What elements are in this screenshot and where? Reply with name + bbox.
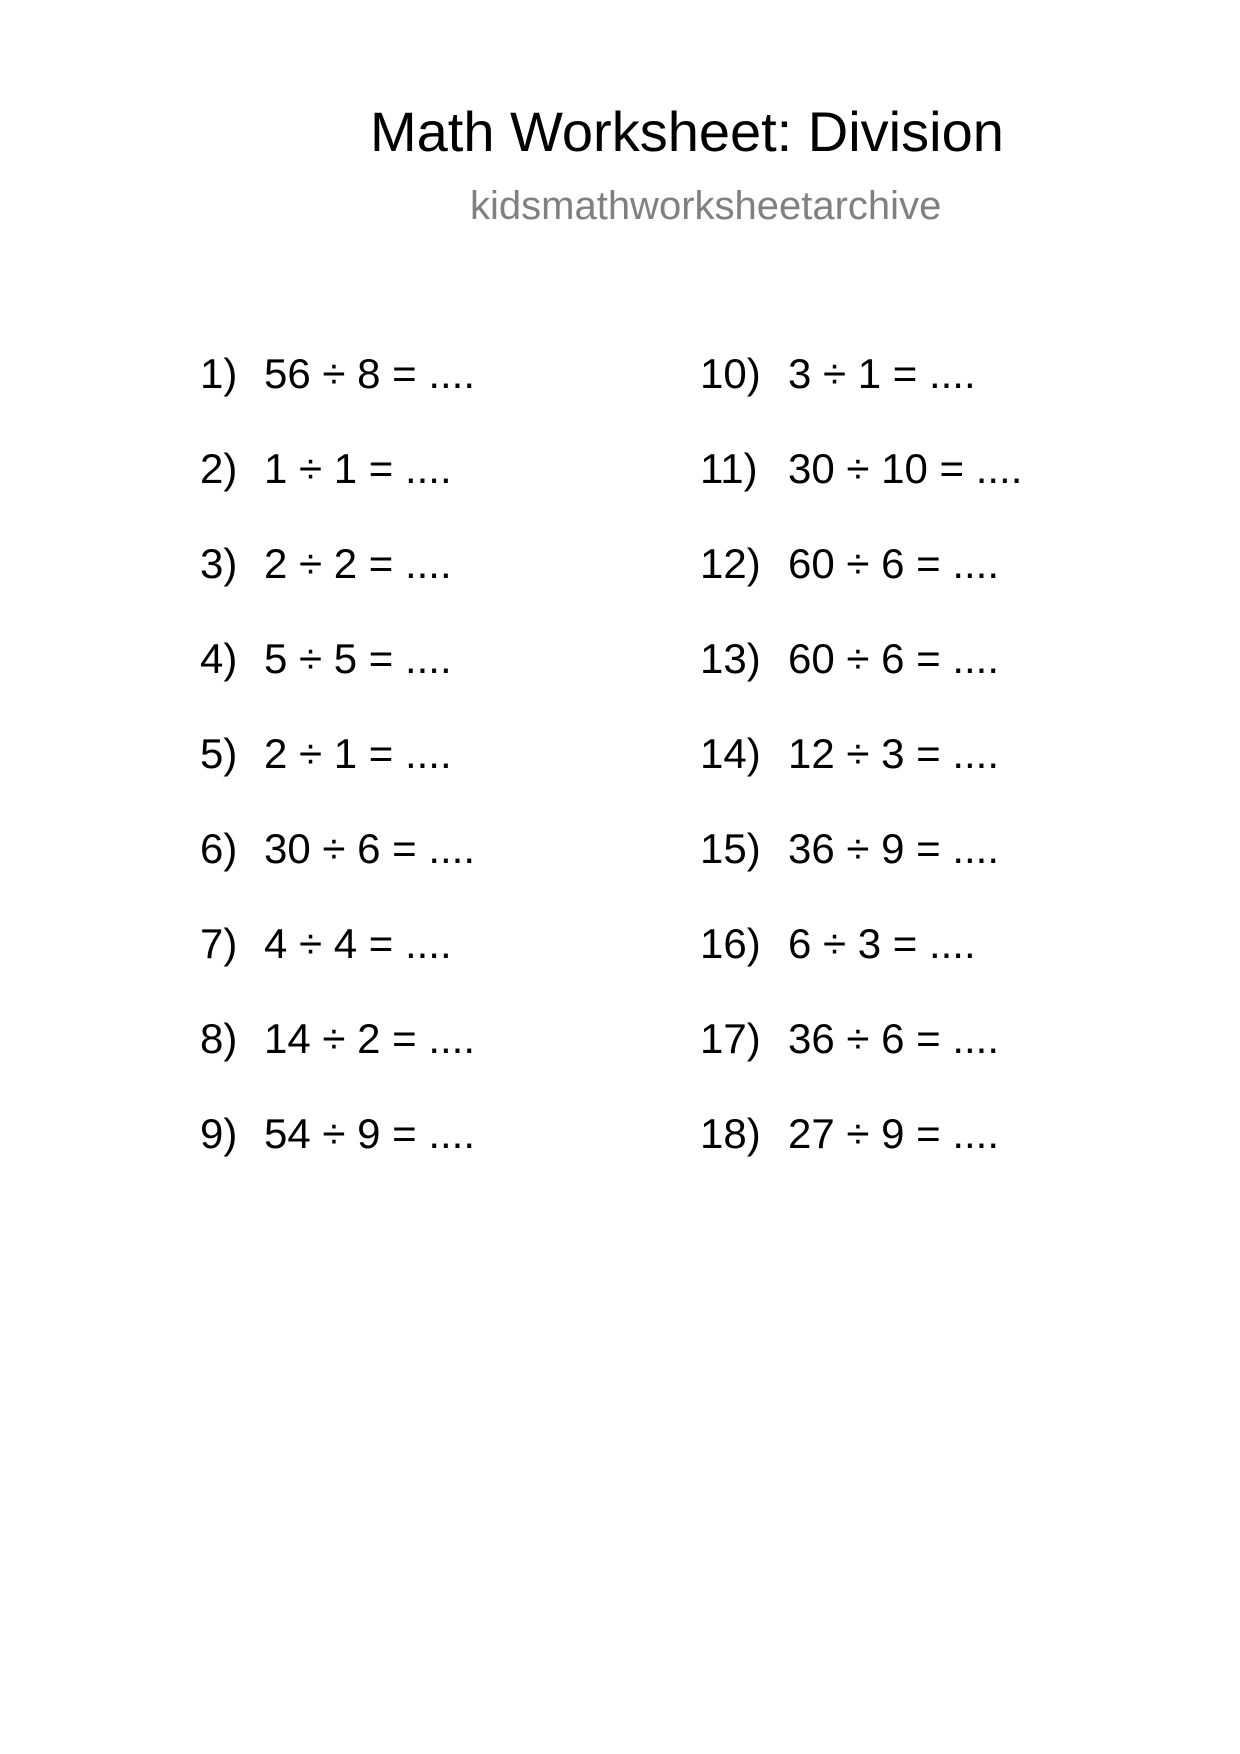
problem-number: 11) [700, 445, 758, 492]
problem-item [200, 1106, 475, 1201]
problem-item [700, 726, 1022, 821]
problem-expression: 12 ÷ 3 = .... [788, 730, 1000, 777]
problem-expression: 36 ÷ 9 = .... [788, 825, 1000, 872]
problem-item [700, 441, 1022, 536]
problem-number: 12) [700, 540, 761, 587]
problem-item [200, 441, 475, 536]
problem-number: 5) [200, 730, 238, 777]
problem-item [700, 1011, 1022, 1106]
problem-number: 13) [700, 635, 761, 682]
problem-expression: 60 ÷ 6 = .... [788, 635, 1000, 682]
problem-item [700, 916, 1022, 1011]
problem-item [200, 1011, 475, 1106]
problem-expression: 2 ÷ 1 = .... [264, 730, 452, 777]
problem-column-right [700, 346, 1022, 1201]
problem-item [700, 821, 1022, 916]
problem-expression: 1 ÷ 1 = .... [264, 445, 452, 492]
problem-item [700, 346, 1022, 441]
problem-item [200, 631, 475, 726]
problem-expression: 30 ÷ 10 = .... [788, 445, 1023, 492]
problem-number: 16) [700, 920, 761, 967]
problem-item [200, 916, 475, 1011]
problem-expression: 5 ÷ 5 = .... [264, 635, 452, 682]
problem-expression: 3 ÷ 1 = .... [788, 350, 976, 397]
problem-item [200, 821, 475, 916]
page-title: Math Worksheet: Division [370, 100, 1004, 163]
problem-number: 1) [200, 350, 238, 397]
problem-number: 7) [200, 920, 238, 967]
problem-column-left [200, 346, 475, 1201]
problem-item [200, 346, 475, 441]
problem-number: 14) [700, 730, 761, 777]
problem-item [200, 726, 475, 821]
problem-expression: 2 ÷ 2 = .... [264, 540, 452, 587]
problem-expression: 6 ÷ 3 = .... [788, 920, 976, 967]
problem-number: 17) [700, 1015, 761, 1062]
problem-number: 9) [200, 1110, 238, 1157]
problem-expression: 4 ÷ 4 = .... [264, 920, 452, 967]
problem-number: 2) [200, 445, 238, 492]
problem-item [700, 1106, 1022, 1201]
problem-number: 3) [200, 540, 238, 587]
problem-item [700, 536, 1022, 631]
problem-expression: 56 ÷ 8 = .... [264, 350, 476, 397]
problem-expression: 27 ÷ 9 = .... [788, 1110, 1000, 1157]
problem-expression: 54 ÷ 9 = .... [264, 1110, 476, 1157]
site-name: kidsmathworksheetarchive [470, 184, 942, 228]
problem-number: 4) [200, 635, 238, 682]
problem-number: 18) [700, 1110, 761, 1157]
problem-number: 15) [700, 825, 761, 872]
problem-expression: 36 ÷ 6 = .... [788, 1015, 1000, 1062]
problem-expression: 30 ÷ 6 = .... [264, 825, 476, 872]
problem-item [200, 536, 475, 631]
problem-expression: 60 ÷ 6 = .... [788, 540, 1000, 587]
problem-expression: 14 ÷ 2 = .... [264, 1015, 476, 1062]
problem-number: 6) [200, 825, 238, 872]
problem-number: 8) [200, 1015, 238, 1062]
problem-number: 10) [700, 350, 761, 397]
problem-item [700, 631, 1022, 726]
